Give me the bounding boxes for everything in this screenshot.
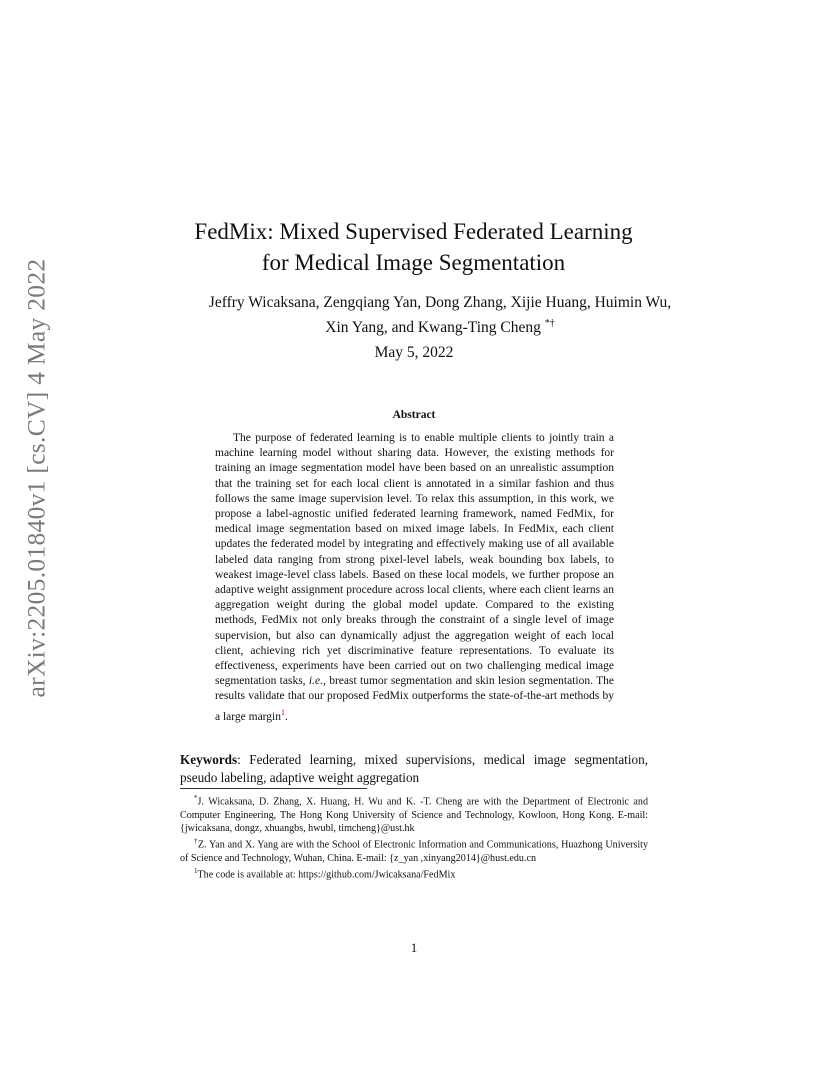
author-line-2-names: Xin Yang, and Kwang-Ting Cheng — [325, 319, 541, 337]
paper-title — [140, 216, 687, 278]
author-line-1: Jeffry Wicaksana, Zengqiang Yan, Dong Zhang, Xijie Huang, Huimin Wu, — [208, 294, 672, 311]
footnote-ref-link[interactable]: 1 — [281, 707, 285, 717]
footnote-affiliation-1 — [180, 792, 648, 835]
abstract-body — [215, 431, 614, 725]
footnotes — [180, 792, 648, 882]
footnote-text: The code is available at: https://github.com/Jwicaksana/FedMix — [197, 869, 456, 881]
footnote-divider — [180, 788, 367, 789]
footnote-affiliation-2 — [180, 835, 648, 865]
arxiv-identifier-text: arXiv:2205.01840v1 [cs.CV] 4 May 2022 — [21, 258, 51, 698]
arxiv-identifier-stamp — [20, 258, 52, 698]
footnote-mark: † — [194, 837, 198, 846]
footnote-text: Z. Yan and X. Yang are with the School of Electronic Information and Communications, Huazhong University of Science and Technology, Wuhan, China. E-mail: {z_yan ,xinyang2014}@hust.edu.cn — [180, 839, 649, 864]
abstract-text-end: . — [285, 710, 288, 723]
abstract-ie: i.e. — [308, 675, 323, 688]
footnote-mark: 1 — [194, 867, 198, 876]
publication-date: May 5, 2022 — [374, 344, 454, 361]
abstract-text-part-1: The purpose of federated learning is to enable multiple clients to jointly train a machine learning model without sharing data. However, the existing methods for training an image segmentation model have been based on an unrealistic assumption that the training set for each local client is annotated in a similar fashion and thus follows the same image supervision level. To relax this assumption, in this work, we propose a label-agnostic unified federated learning framework, named FedMix, for medical image segmentation based on mixed image labels. In FedMix, each client updates the federated model by integrating and effectively making use of all available labeled data ranging from strong pixel-level labels, weak bounding box labels, to weakest image-level class labels. Based on these local models, we further propose an adaptive weight assignment procedure across local clients, where each client learns an aggregation weight during the global model update. Compared to the existing methods, FedMix not only breaks through the constraint of a single level of image supervision, but also can dynamically adjust the aggregation weight of each local client, achieving rich yet discriminative feature representations. To evaluate its effectiveness, experiments have been carried out on two challenging medical image segmentation tasks, — [215, 432, 614, 688]
author-affiliation-marks: *† — [544, 318, 555, 329]
keywords-text: : Federated learning, mixed supervisions, medical image segmentation, pseudo labeling, adaptive weight aggregation — [180, 752, 648, 785]
keywords — [180, 751, 648, 787]
footnote-text: J. Wicaksana, D. Zhang, X. Huang, H. Wu and K. -T. Cheng are with the Department of Electronic and Computer Engineering, The Hong Kong University of Science and Technology, Kowloon, Hong Kong. E-mail: {jwicaksana, dongz, xhuangbs, hwubl, timcheng}@ust.hk — [180, 796, 648, 834]
footnote-code-link — [180, 865, 648, 882]
footnote-mark: * — [194, 794, 198, 802]
author-line-2 — [160, 313, 720, 338]
paper-title-line-1: FedMix: Mixed Supervised Federated Learning — [194, 219, 633, 244]
paper-title-line-2: for Medical Image Segmentation — [261, 250, 566, 275]
abstract-heading: Abstract — [392, 409, 436, 421]
page-number: 1 — [410, 940, 418, 955]
author-list — [160, 292, 720, 338]
keywords-label: Keywords — [180, 752, 238, 767]
abstract-text-part-2: , breast tumor segmentation and skin lesion segmentation. The results validate that our proposed FedMix outperforms the state-of-the-art methods by a large margin — [215, 675, 614, 723]
